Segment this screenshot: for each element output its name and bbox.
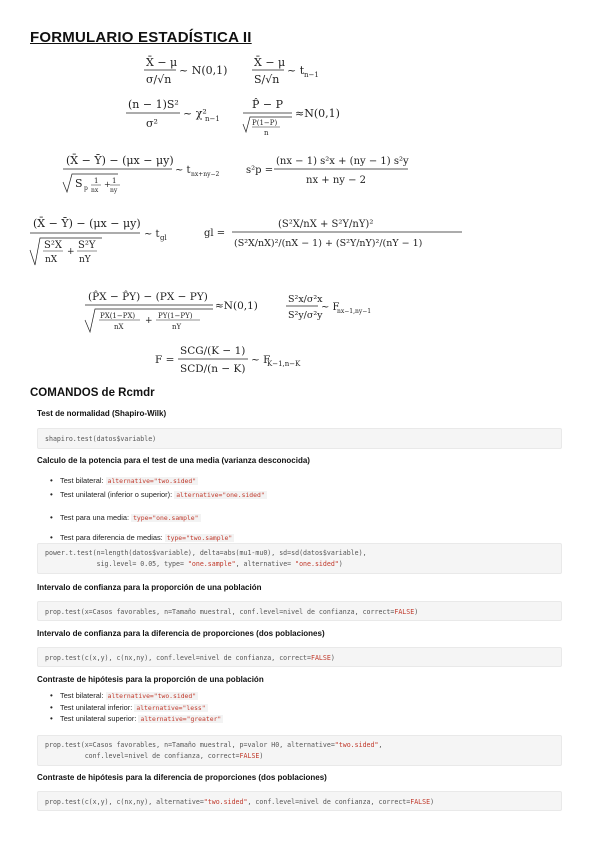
- section-ci-proportion-heading: Intervalo de confianza para la proporción de una población: [37, 583, 262, 592]
- section-shapiro-heading: Test de normalidad (Shapiro-Wilk): [37, 409, 167, 418]
- code-keyword: FALSE: [310, 654, 331, 662]
- code-text: prop.test(c(x,y), c(nx,ny), conf.level=nivel de confianza, correct=: [45, 654, 311, 662]
- f11-subscript: K−1,n−K: [267, 360, 301, 368]
- code-text: ): [330, 654, 335, 662]
- inline-code: alternative="less": [136, 703, 206, 712]
- f3-distribution: ~ χ²: [183, 107, 207, 120]
- list-item: [50, 488, 267, 502]
- f7-numerator: (X̄ − Ȳ) − (μx − μy): [33, 217, 141, 230]
- f4-denominator-n: n: [264, 129, 269, 137]
- code-block-shapiro[interactable]: [37, 428, 562, 449]
- f11-denominator: SCD/(n − K): [180, 363, 246, 375]
- f8-numerator: (S²X/nX + S²Y/nY)²: [278, 219, 374, 230]
- f9-plus: +: [145, 316, 153, 326]
- page-title: FORMULARIO ESTADÍSTICA II: [30, 29, 252, 46]
- f10-denominator: S²y/σ²y: [288, 310, 323, 321]
- f5-frac-b: 1: [112, 177, 117, 185]
- code-line: conf.level=nivel de confianza, correct=: [45, 752, 240, 760]
- bullet-text: Test unilateral superior:: [60, 714, 139, 723]
- inline-code: alternative="greater": [140, 715, 222, 723]
- code-block-test-proportion[interactable]: [37, 735, 562, 766]
- code-text: , conf.level=nivel de confianza, correct=: [247, 798, 411, 806]
- f3-denominator: σ²: [146, 117, 158, 130]
- list-item: [50, 702, 223, 714]
- f1-numerator: X̄ − μ: [146, 56, 178, 69]
- f5-subscript: nx+ny−2: [191, 171, 220, 178]
- f2-subscript: n−1: [304, 71, 319, 79]
- f5-numerator: (X̄ − Ȳ) − (μx − μy): [66, 154, 174, 167]
- code-block-ci-proportion[interactable]: [37, 601, 562, 621]
- f7-den-a: S²X: [44, 240, 62, 251]
- formula-sheet: [0, 50, 600, 380]
- f8-denominator: (S²X/nX)²/(nX − 1) + (S²Y/nY)²/(nY − 1): [234, 238, 423, 249]
- f4-numerator: P̂ − P: [252, 98, 284, 111]
- f1-denominator: σ/√n: [146, 73, 172, 86]
- bullet-text: Test unilateral (inferior o superior):: [60, 490, 175, 499]
- f7-den-an: nX: [45, 255, 58, 265]
- f10-subscript: nx−1,ny−1: [337, 308, 372, 315]
- f4-distribution: ≈N(0,1): [295, 107, 340, 120]
- code-text: ): [414, 608, 419, 616]
- code-text: shapiro.test(datos$variable): [45, 435, 157, 443]
- inline-code: alternative="two.sided": [107, 692, 197, 700]
- f5-distribution: ~ t: [175, 165, 191, 176]
- f5-frac-bn: ny: [110, 187, 118, 194]
- code-string: "one.sample": [187, 560, 236, 568]
- f7-distribution: ~ t: [144, 229, 160, 240]
- f3-subscript: n−1: [205, 115, 220, 123]
- code-line: power.t.test(n=length(datos$variable), delta=abs(mu1-mu0), sd=sd(datos$variable),: [45, 549, 367, 557]
- f9-den-an: nX: [114, 323, 124, 331]
- commands-heading: COMANDOS de Rcmdr: [30, 387, 155, 399]
- code-block-test-diff[interactable]: [37, 791, 562, 811]
- f8-lhs: gl =: [204, 228, 226, 239]
- inline-code: alternative="one.sided": [176, 491, 265, 499]
- f11-distribution: ~ F: [251, 354, 271, 366]
- code-string: "two.sided": [203, 798, 248, 806]
- code-text: prop.test(x=Casos favorables, n=Tamaño muestral, conf.level=nivel de confianza, correct=: [45, 608, 395, 616]
- code-string: "two.sided": [334, 741, 379, 749]
- f9-den-b: PY(1−PY): [158, 312, 193, 320]
- f7-subscript: gl: [160, 234, 167, 242]
- code-line: sig.level= 0.05, type=: [45, 560, 188, 568]
- list-item: [50, 474, 267, 488]
- code-line: prop.test(x=Casos favorables, n=Tamaño muestral, p=valor H0, alternative=: [45, 741, 335, 749]
- f5-plus: +: [104, 180, 111, 189]
- f7-plus: +: [67, 247, 75, 257]
- f1-distribution: ~ N(0,1): [179, 64, 228, 77]
- f5-frac-a: 1: [94, 177, 99, 185]
- bullet-text: Test unilateral inferior:: [60, 702, 135, 712]
- f6-lhs: s²p =: [246, 165, 274, 176]
- f4-denominator: P(1−P): [252, 119, 278, 127]
- bullet-text: Test bilateral:: [60, 691, 106, 700]
- f5-p: p: [84, 185, 88, 192]
- f9-den-bn: nY: [172, 323, 182, 331]
- f11-numerator: SCG/(K − 1): [180, 345, 246, 357]
- code-block-ci-diff[interactable]: [37, 647, 562, 667]
- code-string: "one.sided": [295, 560, 339, 568]
- f6-denominator: nx + ny − 2: [306, 175, 367, 186]
- bullet-text: Test para diferencia de medias:: [60, 533, 165, 542]
- power-options-list: [50, 474, 267, 545]
- code-text: prop.test(c(x,y), c(nx,ny), alternative=: [45, 798, 204, 806]
- f3-numerator: (n − 1)S²: [128, 98, 179, 111]
- code-text: ): [338, 560, 343, 568]
- code-keyword: FALSE: [394, 608, 415, 616]
- section-ci-diff-heading: Intervalo de confianza para la diferencia de proporciones (dos poblaciones): [37, 629, 325, 638]
- section-test-proportion-heading: Contraste de hipótesis para la proporción de una población: [37, 675, 264, 684]
- f2-numerator: X̄ − μ: [254, 56, 286, 69]
- f9-numerator: (P̂X − P̂Y) − (PX − PY): [88, 291, 208, 303]
- code-text: ): [430, 798, 435, 806]
- f7-den-b: S²Y: [78, 240, 96, 251]
- f6-numerator: (nx − 1) s²x + (ny − 1) s²y: [276, 156, 409, 167]
- f11-lhs: F =: [155, 354, 175, 366]
- list-item: [50, 713, 223, 725]
- code-text: , alternative=: [235, 560, 296, 568]
- f5-s: S: [75, 177, 83, 190]
- test-proportion-options-list: [50, 690, 223, 725]
- code-keyword: FALSE: [410, 798, 431, 806]
- f2-distribution: ~ t: [287, 64, 305, 77]
- bullet-text: Test para una media:: [60, 513, 132, 522]
- code-text: ,: [378, 741, 383, 749]
- f10-distribution: ~ F: [321, 302, 340, 313]
- section-power-heading: Calculo de la potencia para el test de una media (varianza desconocida): [37, 456, 310, 465]
- f7-den-bn: nY: [79, 255, 91, 265]
- inline-code: alternative="two.sided": [107, 477, 197, 485]
- f9-distribution: ≈N(0,1): [215, 300, 258, 312]
- f2-denominator: S/√n: [254, 73, 280, 86]
- list-item: [50, 511, 267, 525]
- f5-frac-an: nx: [91, 187, 99, 194]
- f10-numerator: S²x/σ²x: [288, 294, 323, 305]
- code-keyword: FALSE: [239, 752, 260, 760]
- code-text: ): [259, 752, 264, 760]
- code-block-power[interactable]: [37, 543, 562, 574]
- list-item: [50, 690, 223, 702]
- inline-code: type="one.sample": [133, 514, 199, 522]
- inline-code: type="two.sample": [166, 534, 233, 542]
- formula-canvas: [0, 50, 600, 380]
- f9-den-a: PX(1−PX): [100, 312, 136, 320]
- bullet-text: Test bilateral:: [60, 476, 106, 485]
- section-test-diff-heading: Contraste de hipótesis para la diferencia de proporciones (dos poblaciones): [37, 773, 327, 782]
